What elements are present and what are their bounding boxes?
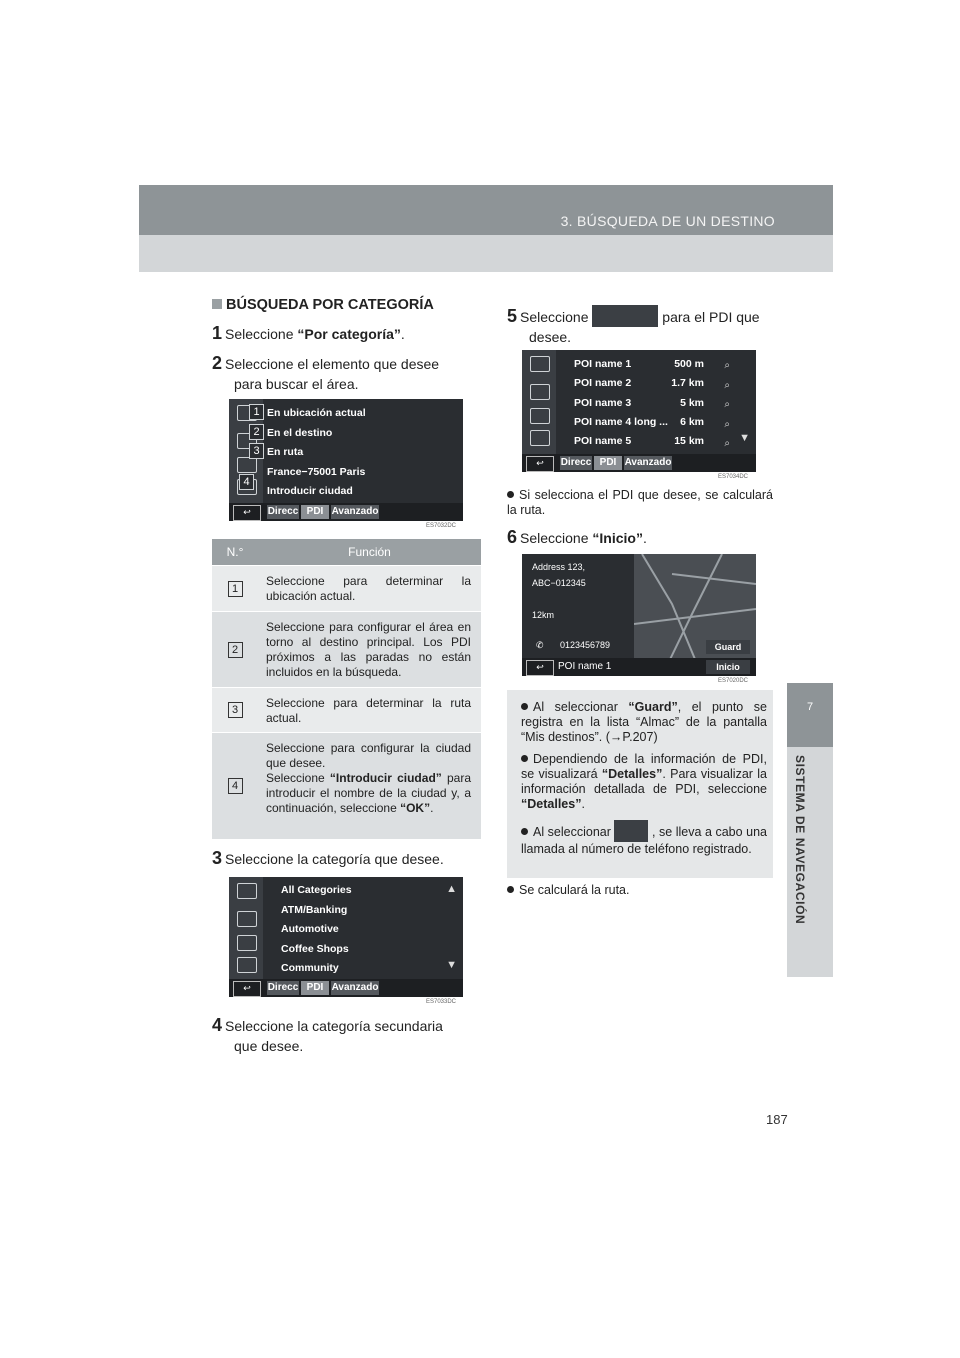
screen-sidebar	[229, 877, 263, 979]
settings-icon	[530, 430, 550, 446]
bullet-icon	[521, 828, 528, 835]
menu-icon	[237, 883, 257, 899]
note-details: Dependiendo de la información de PDI, se visualizará “Detalles”. Para visualizar la información detallada de PDI, seleccione “Detalles”.	[521, 752, 767, 811]
tab-pdi[interactable]: PDI	[301, 505, 329, 519]
menu-icon	[530, 356, 550, 372]
tab-avanzado[interactable]: Avanzado	[624, 457, 672, 468]
step-3: 3 Seleccione la categoría que desee.	[212, 848, 444, 868]
list-item[interactable]: ATM/Banking	[281, 904, 348, 916]
row-destination[interactable]: En el destino	[267, 427, 333, 439]
chapter-header	[139, 185, 833, 235]
marker-1: 1	[249, 404, 264, 420]
table-row: 1 Seleccione para determinar la ubicación actual.	[212, 565, 481, 611]
scroll-down-icon[interactable]: ▼	[446, 959, 457, 971]
scroll-down-icon[interactable]: ▼	[739, 432, 750, 444]
screen-tabbar	[229, 979, 463, 997]
chapter-title: 3. BÚSQUEDA DE UN DESTINO	[560, 213, 775, 229]
list-item[interactable]: Automotive	[281, 923, 339, 935]
marker-3: 3	[249, 443, 264, 459]
row-route[interactable]: En ruta	[267, 446, 304, 458]
screen-category-list	[229, 877, 463, 997]
tab-direcc[interactable]: Direcc	[267, 982, 299, 993]
step-1: 1 Seleccione “Por categoría”.	[212, 323, 405, 343]
list-item[interactable]: POI name 1 500 m	[574, 358, 704, 370]
image-code: ES7033DC	[426, 999, 457, 1005]
tab-pdi[interactable]: PDI	[301, 981, 329, 995]
image-code: ES7034DC	[718, 474, 749, 480]
phone-button-icon	[614, 820, 648, 842]
table-row: 2 Seleccione para configurar el área en torno al destino principal. Los PDI próximos a las paradas no están incluidos en la búsqueda.	[212, 611, 481, 687]
address-line-1: Address 123,	[532, 562, 586, 572]
tab-avanzado[interactable]: Avanzado	[331, 506, 379, 517]
list-item[interactable]: POI name 4 long ... 6 km	[574, 416, 704, 428]
step-6: 6 Seleccione “Inicio”.	[507, 527, 647, 547]
square-bullet-icon	[212, 299, 222, 309]
tab-direcc[interactable]: Direcc	[560, 457, 592, 468]
side-label-text: SISTEMA DE NAVEGACIÓN	[793, 755, 807, 925]
bullet-icon	[521, 703, 528, 710]
marker-4: 4	[239, 474, 254, 490]
chapter-number-tab: 7	[787, 683, 833, 747]
phone-icon[interactable]: ✆	[536, 640, 544, 650]
scroll-up-icon[interactable]: ▲	[446, 883, 457, 895]
chapter-side-label	[787, 747, 833, 977]
bullet-icon	[507, 491, 514, 498]
inicio-button[interactable]: Inicio	[706, 660, 750, 674]
step-2: 2 Seleccione el elemento que desee para buscar el área.	[212, 353, 440, 392]
step-4: 4 Seleccione la categoría secundaria que desee.	[212, 1015, 443, 1054]
back-icon[interactable]: ↩	[233, 981, 261, 997]
note-route: Si selecciona el PDI que desee, se calculará la ruta.	[507, 488, 773, 517]
list-item[interactable]: Coffee Shops	[281, 943, 349, 955]
list-item[interactable]: Community	[281, 962, 339, 974]
map-icon	[237, 911, 257, 927]
list-item[interactable]: POI name 3 5 km	[574, 397, 704, 409]
note-guard: Al seleccionar “Guard”, el punto se registra en la lista “Almac” de la pantalla “Mis destinos”. (→P.207)	[521, 700, 767, 744]
function-table	[212, 539, 481, 839]
screen-tabbar	[229, 503, 463, 521]
screen-sidebar	[522, 350, 556, 454]
screen-poi-list	[522, 350, 756, 472]
search-button-icon	[592, 305, 658, 327]
list-item[interactable]: POI name 5 15 km	[574, 435, 704, 447]
address-line-2: ABC−012345	[532, 578, 586, 588]
back-icon[interactable]: ↩	[233, 505, 261, 521]
note-call: Al seleccionar , se lleva a cabo una llamada al número de teléfono registrado.	[521, 820, 767, 857]
bullet-icon	[521, 755, 528, 762]
tab-avanzado[interactable]: Avanzado	[331, 982, 379, 993]
image-code: ES7020DC	[718, 678, 749, 684]
notes-box	[507, 690, 773, 878]
warning-icon	[530, 408, 550, 424]
warning-icon	[237, 457, 257, 473]
image-code: ES7032DC	[426, 523, 457, 529]
back-icon[interactable]: ↩	[526, 456, 554, 472]
search-icon[interactable]: ⌕ ⌕ ⌕ ⌕ ⌕	[724, 360, 730, 449]
table-header: N.° Función	[212, 539, 481, 565]
tab-pdi[interactable]: PDI	[594, 456, 622, 470]
table-row: 3 Seleccione para determinar la ruta actual.	[212, 687, 481, 732]
poi-name: POI name 1	[558, 661, 612, 672]
distance-label: 12km	[532, 610, 555, 620]
screen-area-search	[229, 399, 463, 521]
list-item[interactable]: POI name 2 1.7 km	[574, 377, 704, 389]
marker-2: 2	[249, 424, 264, 440]
bullet-icon	[507, 886, 514, 893]
settings-icon	[237, 957, 257, 973]
section-title: BÚSQUEDA POR CATEGORÍA	[212, 297, 434, 313]
list-item[interactable]: All Categories	[281, 884, 352, 896]
phone-number: 0123456789	[560, 640, 611, 650]
guard-button[interactable]: Guard	[706, 640, 750, 654]
warning-icon	[237, 935, 257, 951]
table-row: 4 Seleccione para configurar la ciudad que desee. Seleccione “Introducir ciudad” para introducir el nombre de la ciudad y, a continuación, seleccione “OK”.	[212, 732, 481, 839]
header-band	[139, 235, 833, 272]
map-icon	[530, 384, 550, 400]
row-current-location[interactable]: En ubicación actual	[267, 407, 366, 419]
back-icon[interactable]: ↩	[526, 660, 554, 676]
screen-tabbar	[522, 658, 756, 676]
note-final: Se calculará la ruta.	[507, 883, 773, 898]
step-5: 5 Seleccione para el PDI que desee.	[507, 306, 760, 345]
screen-tabbar	[522, 454, 756, 472]
row-enter-city[interactable]: Introducir ciudad	[267, 485, 353, 497]
page-number: 187	[766, 1112, 788, 1127]
screen-map-detail	[522, 554, 756, 676]
tab-direcc[interactable]: Direcc	[267, 506, 299, 517]
row-city[interactable]: France−75001 Paris	[267, 466, 366, 478]
